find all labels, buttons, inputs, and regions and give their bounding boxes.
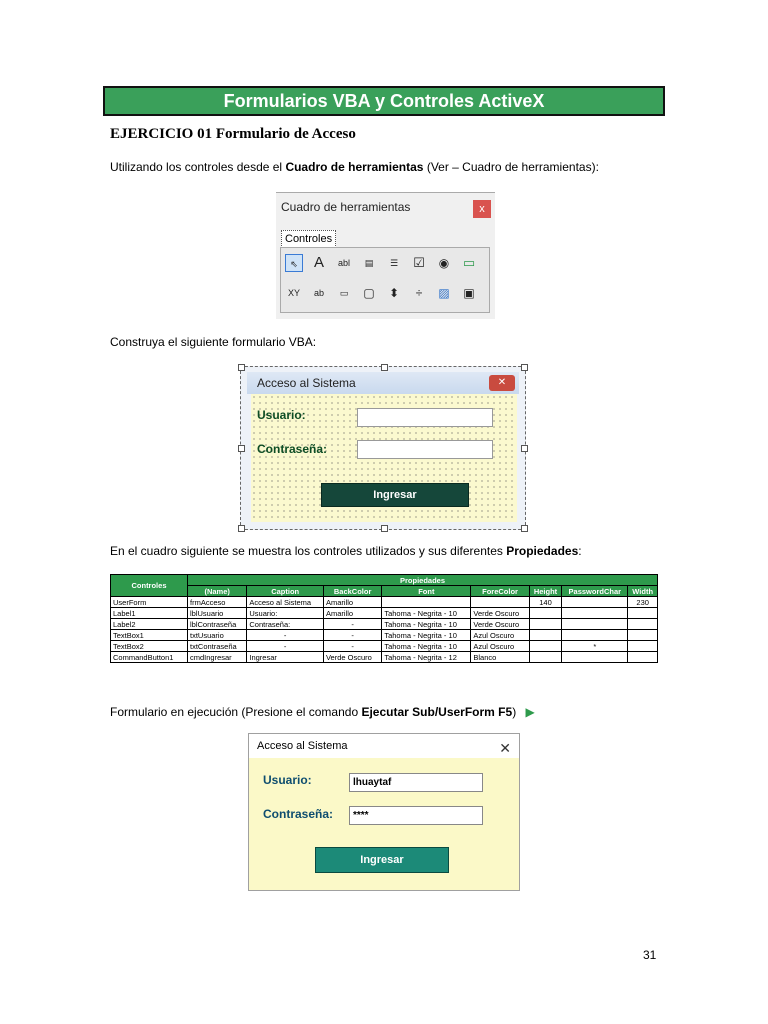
- toolbox-title: Cuadro de herramientas: [281, 200, 411, 214]
- table-cell: [562, 652, 628, 663]
- table-cell: -: [323, 630, 381, 641]
- pointer-icon[interactable]: ⇖: [285, 254, 303, 272]
- table-cell: -: [323, 619, 381, 630]
- column-header: Height: [529, 586, 562, 597]
- table-instruction: En el cuadro siguiente se muestra los controles utilizados y sus diferentes Propiedades:: [110, 544, 582, 558]
- design-ingresar-button[interactable]: Ingresar: [321, 483, 469, 507]
- table-cell: -: [247, 630, 324, 641]
- toolbox-window: [276, 192, 495, 319]
- run-form-titlebar: [249, 734, 519, 758]
- table-cell: 230: [628, 597, 658, 608]
- design-label-pass: Contraseña:: [257, 442, 328, 456]
- resize-handle[interactable]: [238, 445, 245, 452]
- table-cell: Azul Oscuro: [471, 630, 529, 641]
- resize-handle[interactable]: [238, 525, 245, 532]
- table-cell: [562, 597, 628, 608]
- table-cell: Label2: [111, 619, 188, 630]
- design-form-body: [251, 394, 517, 522]
- table-cell: [529, 608, 562, 619]
- table-row: [111, 597, 658, 608]
- table-cell: UserForm: [111, 597, 188, 608]
- table-cell: Amarillo: [323, 597, 381, 608]
- design-label-user: Usuario:: [257, 408, 306, 422]
- column-header: ForeColor: [471, 586, 529, 597]
- column-header: (Name): [188, 586, 247, 597]
- checkbox-tool-icon[interactable]: ☑: [413, 255, 425, 270]
- run-form-title: Acceso al Sistema: [257, 740, 348, 752]
- scrollbar-tool-icon[interactable]: ⬍: [388, 286, 400, 300]
- run-input-user[interactable]: lhuaytaf: [349, 773, 483, 792]
- table-cell: txtContraseña: [188, 641, 247, 652]
- table-cell: Tahoma - Negrita - 12: [382, 652, 471, 663]
- close-icon[interactable]: ✕: [499, 740, 511, 756]
- design-input-pass[interactable]: [357, 440, 493, 459]
- spinbutton-tool-icon[interactable]: ÷: [415, 286, 423, 300]
- table-cell: [562, 630, 628, 641]
- table-cell: [471, 597, 529, 608]
- table-row: [111, 652, 658, 663]
- page-number: 31: [643, 948, 657, 962]
- table-cell: Usuario:: [247, 608, 324, 619]
- column-header: Caption: [247, 586, 324, 597]
- tabstrip-tool-icon[interactable]: ▭: [339, 288, 349, 298]
- table-cell: lblUsuario: [188, 608, 247, 619]
- commandbutton-tool-icon[interactable]: ab: [313, 288, 324, 298]
- table-row: [111, 641, 658, 652]
- table-cell: [529, 630, 562, 641]
- design-form: [240, 366, 526, 530]
- table-cell: CommandButton1: [111, 652, 188, 663]
- table-header-propiedades: Propiedades: [188, 575, 658, 586]
- table-row: [111, 630, 658, 641]
- table-cell: Azul Oscuro: [471, 641, 529, 652]
- table-cell: [628, 641, 658, 652]
- table-row: [111, 608, 658, 619]
- table-cell: TextBox1: [111, 630, 188, 641]
- table-cell: TextBox2: [111, 641, 188, 652]
- table-cell: Ingresar: [247, 652, 324, 663]
- toolbox-panel: [280, 247, 490, 313]
- table-cell: Verde Oscuro: [323, 652, 381, 663]
- resize-handle[interactable]: [381, 525, 388, 532]
- table-cell: [628, 608, 658, 619]
- toolbox-tab-controles[interactable]: Controles: [281, 230, 336, 248]
- resize-handle[interactable]: [521, 525, 528, 532]
- table-cell: [529, 652, 562, 663]
- run-play-icon[interactable]: ▶: [525, 705, 535, 719]
- resize-handle[interactable]: [381, 364, 388, 371]
- resize-handle[interactable]: [238, 364, 245, 371]
- table-header-controles: Controles: [111, 575, 188, 597]
- close-icon[interactable]: x: [473, 200, 491, 218]
- table-cell: Tahoma - Negrita - 10: [382, 608, 471, 619]
- table-cell: [562, 619, 628, 630]
- table-cell: Amarillo: [323, 608, 381, 619]
- design-input-user[interactable]: [357, 408, 493, 427]
- table-cell: Verde Oscuro: [471, 619, 529, 630]
- resize-handle[interactable]: [521, 364, 528, 371]
- listbox-tool-icon[interactable]: ☰: [389, 258, 399, 268]
- table-row: [111, 619, 658, 630]
- column-header: PasswordChar: [562, 586, 628, 597]
- table-cell: Tahoma - Negrita - 10: [382, 619, 471, 630]
- design-form-title: Acceso al Sistema: [257, 376, 356, 390]
- table-cell: [382, 597, 471, 608]
- togglebutton-tool-icon[interactable]: ▭: [462, 255, 476, 270]
- image-tool-icon[interactable]: ▨: [438, 286, 450, 300]
- table-cell: lblContraseña: [188, 619, 247, 630]
- multipage-tool-icon[interactable]: ▢: [363, 286, 375, 300]
- table-cell: [628, 630, 658, 641]
- table-cell: Blanco: [471, 652, 529, 663]
- close-icon[interactable]: ✕: [489, 375, 515, 391]
- table-cell: [529, 619, 562, 630]
- label-tool-icon[interactable]: A: [313, 254, 324, 271]
- properties-table: [110, 574, 658, 663]
- table-cell: Verde Oscuro: [471, 608, 529, 619]
- table-cell: Acceso al Sistema: [247, 597, 324, 608]
- table-cell: [529, 641, 562, 652]
- column-header: BackColor: [323, 586, 381, 597]
- table-cell: frmAcceso: [188, 597, 247, 608]
- table-cell: Tahoma - Negrita - 10: [382, 630, 471, 641]
- table-cell: Contraseña:: [247, 619, 324, 630]
- design-form-titlebar: [247, 372, 519, 394]
- table-cell: cmdIngresar: [188, 652, 247, 663]
- run-label-user: Usuario:: [263, 773, 312, 787]
- refedit-tool-icon[interactable]: ▣: [463, 286, 475, 300]
- toolbox-instruction: Utilizando los controles desde el Cuadro de herramientas (Ver – Cuadro de herramientas):: [110, 160, 599, 174]
- page-banner: Formularios VBA y Controles ActiveX: [103, 86, 665, 116]
- run-input-pass[interactable]: ****: [349, 806, 483, 825]
- build-instruction: Construya el siguiente formulario VBA:: [110, 335, 317, 349]
- optionbutton-tool-icon[interactable]: ◉: [438, 256, 450, 270]
- table-cell: 140: [529, 597, 562, 608]
- column-header: Font: [382, 586, 471, 597]
- run-ingresar-button[interactable]: Ingresar: [315, 847, 449, 873]
- combobox-tool-icon[interactable]: ▤: [364, 258, 374, 268]
- column-header: Width: [628, 586, 658, 597]
- table-cell: [562, 608, 628, 619]
- table-cell: -: [323, 641, 381, 652]
- table-cell: Tahoma - Negrita - 10: [382, 641, 471, 652]
- table-cell: *: [562, 641, 628, 652]
- resize-handle[interactable]: [521, 445, 528, 452]
- table-cell: Label1: [111, 608, 188, 619]
- frame-tool-icon[interactable]: XY: [287, 288, 300, 298]
- table-cell: -: [247, 641, 324, 652]
- table-cell: [628, 652, 658, 663]
- run-label-pass: Contraseña:: [263, 807, 334, 821]
- table-cell: [628, 619, 658, 630]
- textbox-tool-icon[interactable]: abl: [337, 258, 350, 268]
- exercise-title: EJERCICIO 01 Formulario de Acceso: [110, 126, 356, 142]
- run-instruction: Formulario en ejecución (Presione el comando Ejecutar Sub/UserForm F5) ▶: [110, 705, 535, 719]
- run-form: [248, 733, 520, 891]
- table-cell: txtUsuario: [188, 630, 247, 641]
